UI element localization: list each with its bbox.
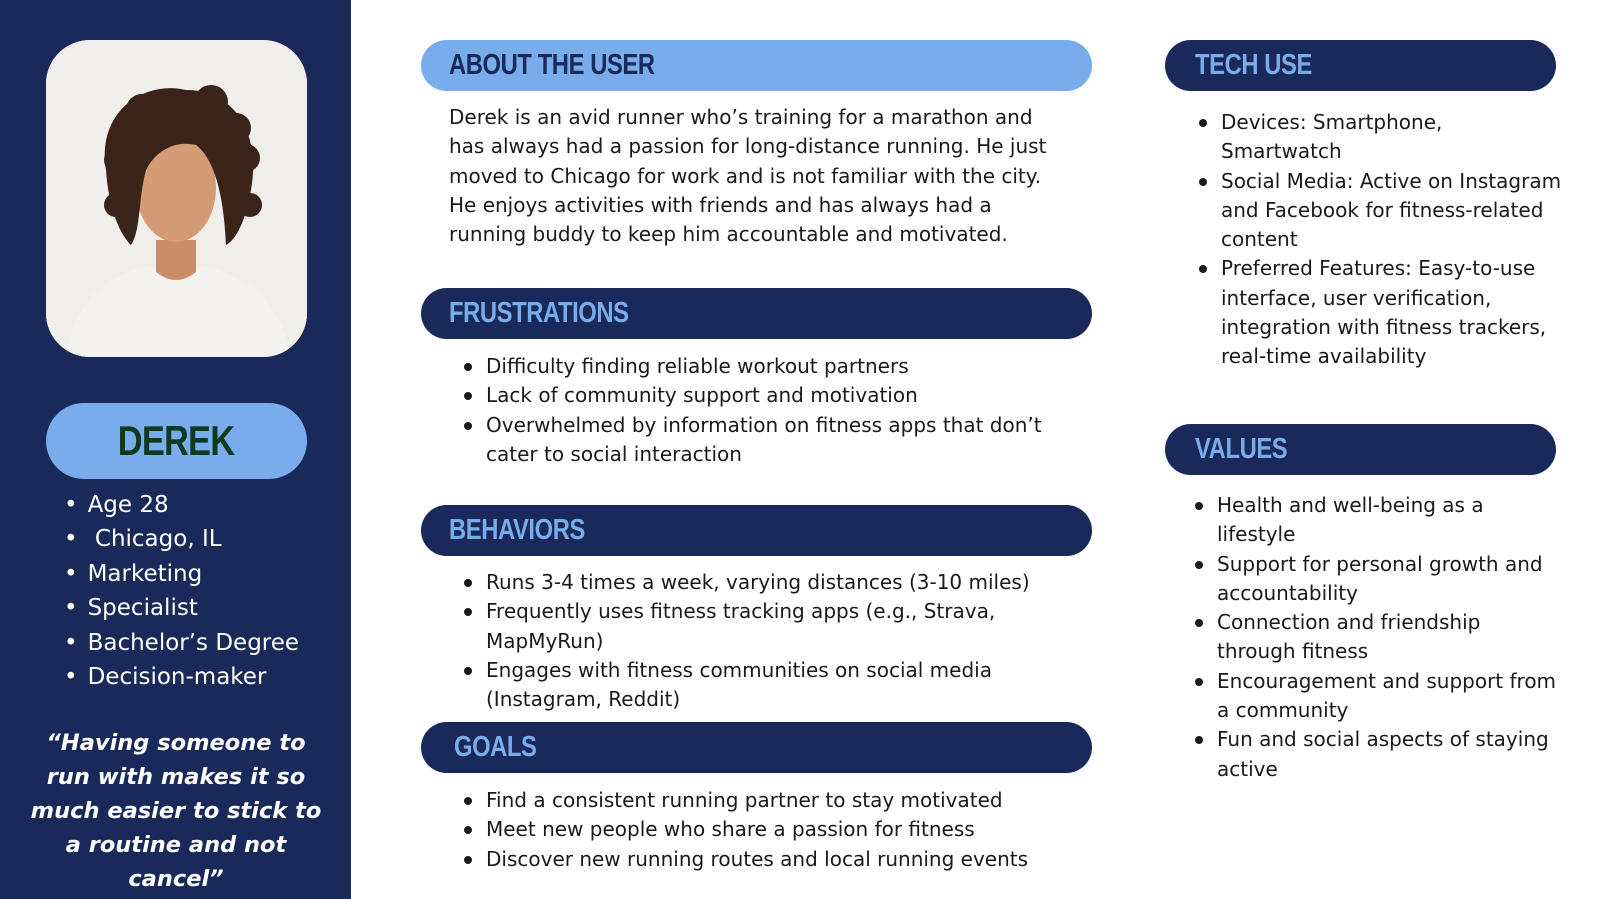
values-header [1165, 424, 1556, 475]
list-item: Runs 3-4 times a week, varying distances (3-10 miles) [458, 568, 1088, 597]
list-item: Fun and social aspects of staying active [1189, 725, 1559, 784]
behaviors-title: BEHAVIORS [449, 514, 585, 546]
values-title: VALUES [1195, 433, 1288, 465]
tech-use-header [1165, 40, 1556, 91]
frustrations-list [458, 352, 1078, 469]
persona-sidebar [0, 0, 351, 899]
persona-photo [46, 40, 307, 357]
list-item: Lack of community support and motivation [458, 381, 1078, 410]
demographics-list [64, 488, 299, 694]
demographic-location: • Chicago, IL [64, 522, 299, 556]
list-item: Connection and friendship through fitness [1189, 608, 1559, 667]
tech-use-title: TECH USE [1195, 49, 1312, 81]
list-item: Encouragement and support from a community [1189, 667, 1559, 726]
demographic-decision: • Decision-maker [64, 660, 299, 694]
persona-name: DEREK [118, 417, 235, 464]
frustrations-header [421, 288, 1092, 339]
demographic-age: • Age 28 [64, 488, 299, 522]
values-list [1189, 491, 1559, 784]
persona-quote: “Having someone to run with makes it so much easier to stick to a routine and not cancel” [30, 730, 322, 892]
goals-title: GOALS [454, 731, 537, 763]
list-item: Support for personal growth and accountability [1189, 550, 1559, 609]
persona-name-badge [46, 403, 307, 479]
list-item: Overwhelmed by information on fitness apps that don’t cater to social interaction [458, 411, 1078, 470]
list-item: Frequently uses fitness tracking apps (e.g., Strava, MapMyRun) [458, 597, 1088, 656]
list-item: Engages with fitness communities on social media (Instagram, Reddit) [458, 656, 1088, 715]
behaviors-header [421, 505, 1092, 556]
demographic-education: • Bachelor’s Degree [64, 626, 299, 660]
demographic-role: • Specialist [64, 591, 299, 625]
tech-use-list [1193, 108, 1563, 372]
about-text: Derek is an avid runner who’s training for a marathon and has always had a passion for long-distance running. He just moved to Chicago for work and is not familiar with the city. He enjoys activities with friends and has always had a running buddy to keep him accountable and motivated. [449, 105, 1047, 247]
goals-header [421, 722, 1092, 773]
behaviors-list [458, 568, 1088, 714]
list-item: Social Media: Active on Instagram and Facebook for fitness-related content [1193, 167, 1563, 255]
demographic-field: • Marketing [64, 557, 299, 591]
about-header [421, 40, 1092, 91]
list-item: Difficulty finding reliable workout partners [458, 352, 1078, 381]
about-title: ABOUT THE USER [449, 49, 655, 81]
list-item: Meet new people who share a passion for fitness [458, 815, 1088, 844]
frustrations-title: FRUSTRATIONS [449, 297, 629, 329]
list-item: Discover new running routes and local running events [458, 845, 1088, 874]
list-item: Devices: Smartphone, Smartwatch [1193, 108, 1563, 167]
goals-list [458, 786, 1088, 874]
list-item: Preferred Features: Easy-to-use interface, user verification, integration with fitness trackers, real-time availability [1193, 254, 1563, 371]
list-item: Health and well-being as a lifestyle [1189, 491, 1559, 550]
list-item: Find a consistent running partner to stay motivated [458, 786, 1088, 815]
